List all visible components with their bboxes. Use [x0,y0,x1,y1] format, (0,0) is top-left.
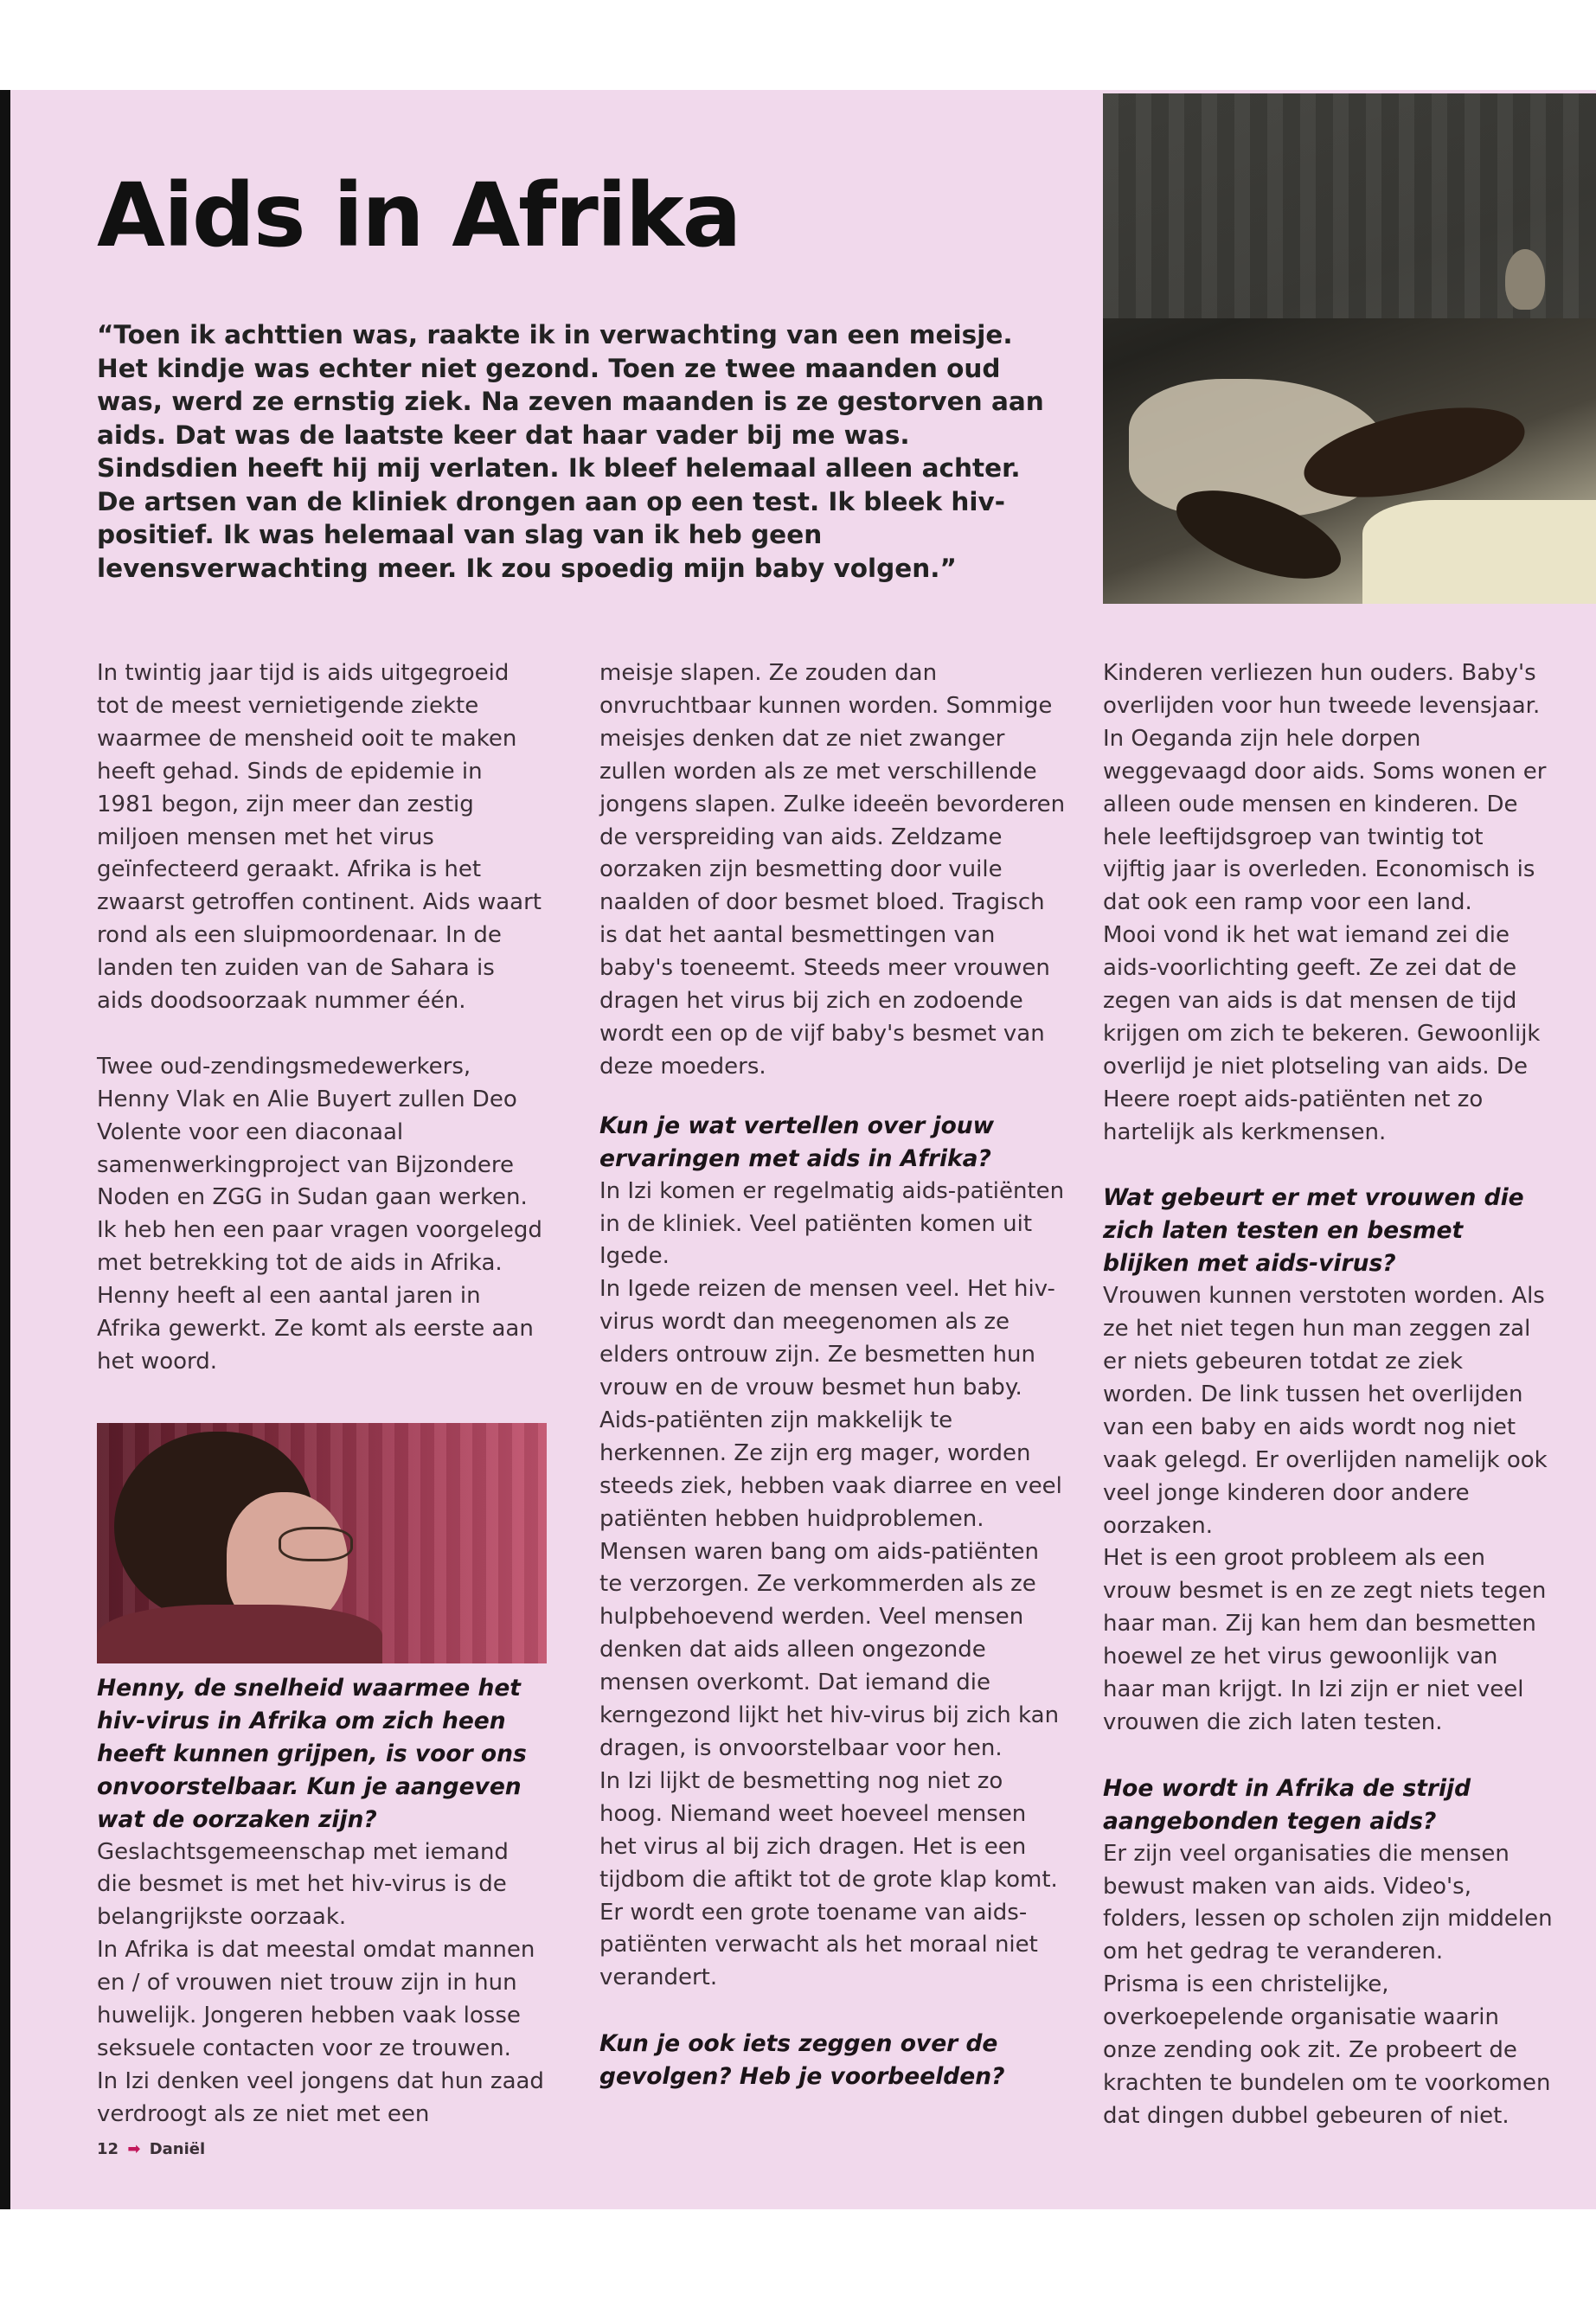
article-photo-patients [1103,93,1596,604]
question-heading: Hoe wordt in Afrika de strijd aangebonden tegen aids? [1103,1774,1471,1835]
paragraph: Mensen waren bang om aids-patiënten te verzorgen. Ze verkommerden als ze hulpbehoevend werden. Veel mensen denken dat aids alleen ongezonde mensen overkomt. Dat iemand die kerngezond lijkt het hiv-virus bij zich kan dragen, is onvoorstelbaar voor hen. [599,1538,1060,1761]
paragraph: meisje slapen. Ze zouden dan onvruchtbaar kunnen worden. Sommige meisjes denken dat ze niet zwanger zullen worden als ze met verschillende jongens slapen. Zulke ideeën bevorderen de verspreiding van aids. Zeldzame oorzaken zijn besmetting door vuile naalden of door besmet bloed. Tragisch is dat het aantal besmettingen van baby's toeneemt. Steeds meer vrouwen dragen het virus bij zich en zodoende wordt een op de vijf baby's besmet van deze moeders. [599,660,1066,1080]
paragraph: In Izi komen er regelmatig aids-patiënten in de kliniek. Veel patiënten komen uit Igede. [599,1177,1065,1270]
paragraph: Het is een groot probleem als een vrouw besmet is en ze zegt niets tegen haar man. Zij kan hem dan besmetten hoewel ze het virus gewoonlijk van haar man krijgt. In Izi zijn er niet veel vrouwen die zich laten testen. [1103,1545,1547,1735]
paragraph: Twee oud-zendingsmedewerkers, Henny Vlak en Alie Buyert zullen Deo Volente voor een diaconaal samenwerkingproject van Bijzondere Noden en ZGG in Sudan gaan werken. Ik heb hen een paar vragen voorgelegd met betrekking tot de aids in Afrika. Henny heeft al een aantal jaren in Afrika gewerkt. Ze komt als eerste aan het woord. [97,1053,542,1375]
paragraph: Er zijn veel organisaties die mensen bewust maken van aids. Video's, folders, lessen op scholen zijn middelen om het gedrag te veranderen. [1103,1840,1553,1965]
paragraph: Mooi vond ik het wat iemand zei die aids-voorlichting geeft. Ze zei dat de zegen van aids is dat mensen de tijd krijgen om zich te bekeren. Gewoonlijk overlijd je niet plotseling van aids. De Heere roept aids-patiënten net zo hartelijk als kerkmensen. [1103,922,1541,1145]
paragraph: In Izi lijkt de besmetting nog niet zo hoog. Niemand weet hoeveel mensen het virus al bij zich dragen. Het is een tijdbom die aftikt tot de grote klap komt. Er wordt een grote toename van aids-patiënten verwacht als het moraal niet verandert. [599,1767,1058,1991]
article-title: Aids in Afrika [97,164,740,267]
paragraph: Kinderen verliezen hun ouders. Baby's overlijden voor hun tweede levensjaar. In Oeganda zijn hele dorpen weggevaagd door aids. Soms wonen er alleen oude mensen en kinderen. De hele leeftijdsgroep van twintig tot vijftig jaar is overleden. Economisch is dat ook een ramp voor een land. [1103,660,1547,916]
question-heading: Henny, de snelheid waarmee het hiv-virus in Afrika om zich heen heeft kunnen grijpen, is voor ons onvoorstelbaar. Kun je aangeven wat de oorzaken zijn? [97,1675,527,1833]
paragraph: Geslachtsgemeenschap met iemand die besmet is met het hiv-virus is de belangrijkste oorzaak. [97,1838,509,1931]
paragraph: In Afrika is dat meestal omdat mannen en / of vrouwen niet trouw zijn in hun huwelijk. Jongeren hebben vaak losse seksuele contacten voor ze trouwen. [97,1937,535,2061]
paragraph: In twintig jaar tijd is aids uitgegroeid tot de meest vernietigende ziekte waarmee de mensheid ooit te maken heeft gehad. Sinds de epidemie in 1981 begon, zijn meer dan zestig miljoen mensen met het virus geïnfecteerd geraakt. Afrika is het zwaarst getroffen continent. Aids waart rond als een sluipmoordenaar. In de landen ten zuiden van de Sahara is aids doodsoorzaak nummer één. [97,660,542,1015]
column-1-lower [97,1672,547,2131]
column-1 [97,657,547,1379]
column-3 [1103,657,1553,2133]
portrait-photo-henny [97,1423,547,1663]
paragraph: Prisma is een christelijke, overkoepelende organisatie waarin onze zending ook zit. Ze probeert de krachten te bundelen om te voorkomen dat dingen dubbel gebeuren of niet. [1103,1971,1551,2129]
page-number: 12 [97,2140,119,2158]
page-edge-bar [0,90,10,2209]
page-footer [97,2140,205,2158]
magazine-name: Daniël [149,2140,206,2158]
arrow-right-icon: ➡ [127,2140,141,2158]
question-heading: Kun je wat vertellen over jouw ervaringen met aids in Afrika? [599,1112,995,1172]
paragraph: In Izi denken veel jongens dat hun zaad verdroogt als ze niet met een [97,2067,544,2127]
paragraph: Vrouwen kunnen verstoten worden. Als ze het niet tegen hun man zeggen zal er niets gebeuren totdat ze ziek worden. De link tussen het overlijden van een baby en aids wordt nog niet vaak gelegd. Er overlijden namelijk ook veel jonge kinderen door andere oorzaken. [1103,1283,1548,1539]
question-heading: Wat gebeurt er met vrouwen die zich laten testen en besmet blijken met aids-virus? [1103,1184,1524,1278]
column-2 [599,657,1067,2093]
question-heading: Kun je ook iets zeggen over de gevolgen? Heb je voorbeelden? [599,2030,1005,2091]
intro-quote: “Toen ik achttien was, raakte ik in verwachting van een meisje. Het kindje was echter niet gezond. Toen ze twee maanden oud was, werd ze ernstig ziek. Na zeven maanden is ze gestorven aan aids. Dat was de laatste keer dat haar vader bij me was. Sindsdien heeft hij mij verlaten. Ik bleef helemaal alleen achter. De artsen van de kliniek drongen aan op een test. Ik bleek hiv-positief. Ik was helemaal van slag van ik heb geen levensverwachting meer. Ik zou spoedig mijn baby volgen.” [97,320,1044,583]
paragraph: In Igede reizen de mensen veel. Het hiv-virus wordt dan meegenomen als ze elders ontrouw zijn. Ze besmetten hun vrouw en de vrouw besmet hun baby. Aids-patiënten zijn makkelijk te herkennen. Ze zijn erg mager, worden steeds ziek, hebben vaak diarree en veel patiënten hebben huidproblemen. [599,1276,1062,1532]
